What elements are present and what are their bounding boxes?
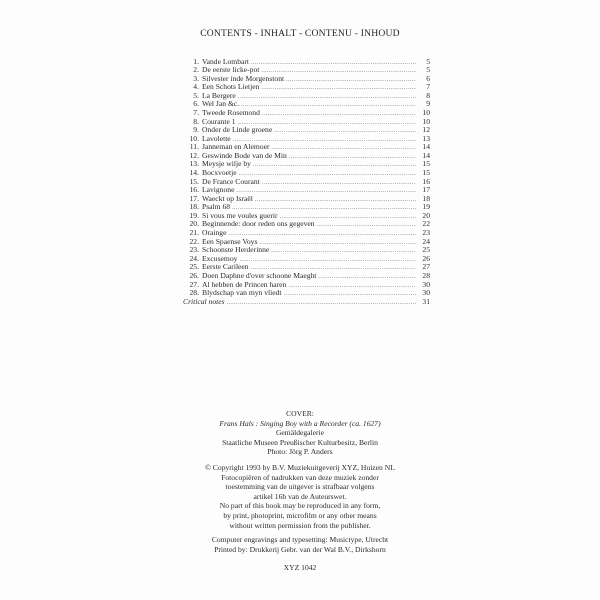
toc-title: Silvester inde Morgenstont [202, 73, 285, 83]
cover-credits [0, 409, 600, 457]
printer-credit: Printed by: Drukkerij Gebr. van der Wal B.V., Dirkshorn [214, 544, 386, 554]
toc-number: 1. [193, 56, 199, 66]
leader-dots [259, 239, 416, 248]
toc-number: 14. [189, 168, 199, 178]
leader-dots [236, 187, 416, 196]
toc-number: 11. [189, 142, 199, 152]
toc-number: 23. [189, 245, 199, 255]
leader-dots [227, 299, 416, 308]
production-credits [0, 535, 600, 554]
toc-number: 15. [189, 176, 199, 186]
copyright-notice [0, 463, 600, 530]
toc-page: 17 [422, 185, 430, 195]
toc-number: 26. [189, 270, 199, 280]
leader-dots [317, 221, 416, 230]
toc-title: Orainge [202, 228, 227, 238]
cover-gallery: Gemäldegalerie [275, 428, 325, 438]
toc-title: Een Schots Lietjen [202, 82, 260, 92]
toc-title: Een Spaense Voys [202, 236, 258, 246]
copyright-line: artikel 16b van de Auteurswet. [253, 491, 347, 501]
table-of-contents [185, 58, 430, 307]
toc-number: 22. [189, 236, 199, 246]
leader-dots [271, 144, 416, 153]
toc-page: 9 [426, 99, 430, 109]
leader-dots [251, 59, 416, 68]
toc-title: Excusemoy [202, 253, 238, 263]
toc-title: Tweede Rosemond [202, 107, 260, 117]
leader-dots [318, 273, 416, 282]
toc-number: 28. [189, 288, 199, 298]
toc-title: Geswinde Bode van de Min [202, 150, 287, 160]
toc-number: 7. [193, 107, 199, 117]
toc-page: 5 [426, 56, 430, 66]
leader-dots [255, 196, 416, 205]
engraving-credit: Computer engravings and typesetting: Musictype, Utrecht [211, 535, 389, 544]
toc-number: 24. [189, 253, 199, 263]
toc-number: 17. [189, 193, 199, 203]
toc-page: 24 [422, 236, 430, 246]
toc-page: 25 [422, 245, 430, 255]
copyright-line: Fotocopiëren of nadrukken van deze muziek zonder [221, 472, 379, 482]
toc-number: 21. [189, 228, 199, 238]
toc-title: Vande Lombart [202, 56, 250, 66]
toc-number: 6. [193, 99, 199, 109]
toc-title: Bocxvoetje [202, 168, 237, 178]
toc-title: La Bergere [202, 90, 236, 100]
toc-number: 9. [193, 125, 199, 135]
toc-title: Lavolette [202, 133, 231, 143]
leader-dots [239, 256, 416, 265]
toc-page: 10 [422, 116, 430, 126]
toc-title: Waeckt op Israël [202, 193, 253, 203]
toc-page: 13 [422, 133, 430, 143]
toc-page: 27 [422, 262, 430, 272]
leader-dots [286, 76, 416, 85]
toc-number: 27. [189, 279, 199, 289]
toc-page: 16 [422, 176, 430, 186]
toc-title: Onder de Linde groene [202, 125, 273, 135]
toc-number: 3. [193, 73, 199, 83]
toc-title: Schoonste Herderinne [202, 245, 270, 255]
leader-dots [239, 170, 416, 179]
toc-number: 5. [193, 90, 199, 100]
toc-title: Lavignone [202, 185, 235, 195]
toc-page: 19 [422, 202, 430, 212]
toc-page: 8 [426, 90, 430, 100]
leader-dots [253, 161, 416, 170]
toc-page: 15 [422, 168, 430, 178]
cover-label: COVER: [286, 409, 314, 418]
toc-title: Psalm 68 [202, 202, 231, 212]
toc-page: 10 [422, 107, 430, 117]
toc-number: 18. [189, 202, 199, 212]
toc-page: 20 [422, 210, 430, 220]
contents-heading: CONTENTS - INHALT - CONTENU - INHOUD [200, 28, 400, 39]
toc-page: 15 [422, 159, 430, 169]
cover-photo-credit: Photo: Jörg P. Anders [267, 447, 333, 457]
toc-number: 10. [189, 133, 199, 143]
toc-number: 16. [189, 185, 199, 195]
toc-title: Janneman en Alemoer [202, 142, 270, 152]
toc-title: De France Courant [202, 176, 260, 186]
catalog-number: XYZ 1042 [283, 563, 317, 572]
toc-page: 22 [422, 219, 430, 229]
leader-dots [241, 101, 416, 110]
toc-title: Blydschap van myn vliedt [202, 288, 282, 298]
leader-dots [262, 110, 416, 119]
leader-dots [261, 84, 416, 93]
toc-title: Doen Daphne d'over schoone Maeght [202, 270, 317, 280]
toc-number: 8. [193, 116, 199, 126]
toc-number: 19. [189, 210, 199, 220]
leader-dots [238, 93, 416, 102]
leader-dots [271, 247, 416, 256]
leader-dots [262, 179, 416, 188]
toc-title: Eerste Carileen [202, 262, 249, 272]
toc-number: 12. [189, 150, 199, 160]
copyright-line: without written permission from the publisher. [229, 520, 371, 530]
toc-page: 14 [422, 142, 430, 152]
toc-page: 7 [426, 82, 430, 92]
copyright-line: toestemming van de uitgever is strafbaar volgens [225, 482, 375, 492]
toc-page: 5 [426, 65, 430, 75]
toc-page: 18 [422, 193, 430, 203]
toc-title: Al hebben de Princen haren [202, 279, 287, 289]
toc-page: 12 [422, 125, 430, 135]
toc-title: Courante 1 [202, 116, 236, 126]
toc-page: 26 [422, 253, 430, 263]
toc-number: 2. [193, 65, 199, 75]
leader-dots [274, 127, 416, 136]
copyright-line: © Copyright 1993 by B.V. Muziekuitgeverij XYZ, Huizen NL [205, 463, 395, 472]
toc-title: Critical notes [183, 296, 225, 306]
toc-page: 31 [422, 296, 430, 306]
toc-page: 28 [422, 270, 430, 280]
toc-title: De eerste licke-pot [202, 65, 260, 75]
toc-number: 20. [189, 219, 199, 229]
toc-page: 23 [422, 228, 430, 238]
leader-dots [288, 282, 416, 291]
toc-entry-critical-notes [183, 298, 430, 307]
toc-page: 30 [422, 288, 430, 298]
toc-title: Wel Jan &c. [202, 99, 240, 109]
cover-museum: Staatliche Museen Preußischer Kulturbesitz, Berlin [222, 437, 378, 447]
toc-title: Beginnende: door reden ons gegeven [202, 219, 315, 229]
cover-artwork: Frans Hals : Singing Boy with a Recorder (ca. 1627) [219, 418, 381, 428]
toc-page: 30 [422, 279, 430, 289]
toc-title: Meysje wilje by [202, 159, 251, 169]
copyright-line: by print, photoprint, microfilm or any other means [223, 510, 377, 520]
toc-number: 13. [189, 159, 199, 169]
toc-page: 14 [422, 150, 430, 160]
toc-number: 25. [189, 262, 199, 272]
toc-title: Si vous me voules guerir [202, 210, 278, 220]
toc-page: 6 [426, 73, 430, 83]
leader-dots [289, 153, 416, 162]
copyright-line: No part of this book may be reproduced in any form, [219, 501, 381, 511]
leader-dots [284, 290, 416, 299]
toc-number: 4. [193, 82, 199, 92]
